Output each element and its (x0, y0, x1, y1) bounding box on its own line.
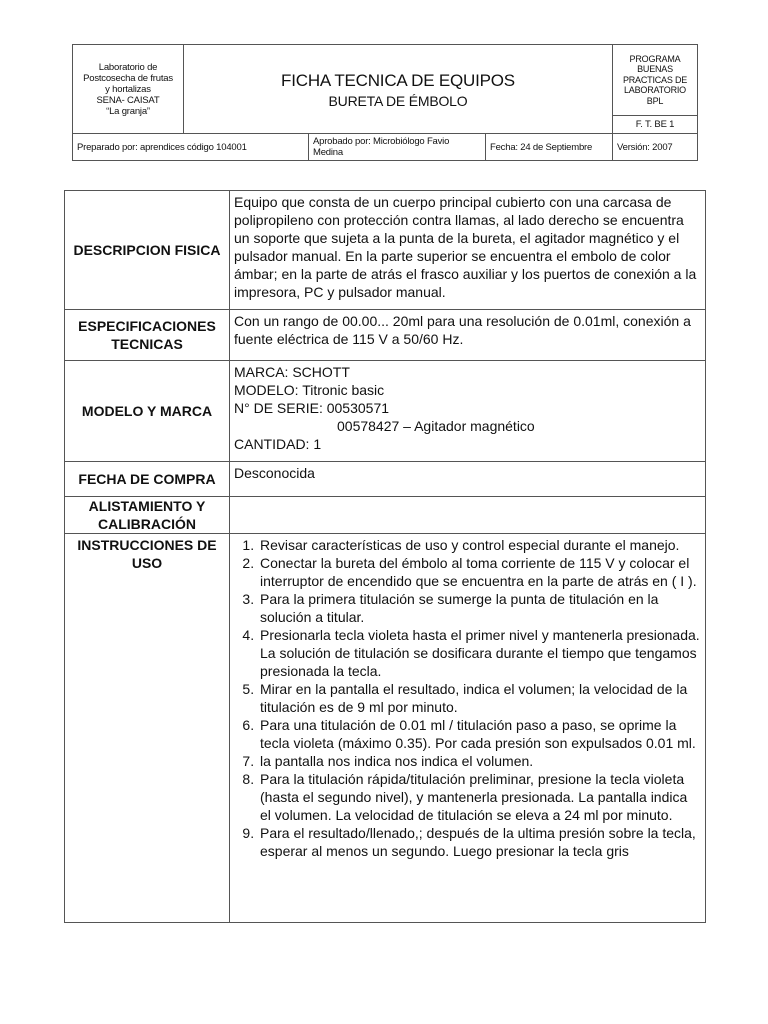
program-line: LABORATORIO (624, 85, 686, 96)
label-especificaciones: ESPECIFICACIONES TECNICAS (65, 310, 230, 361)
document-title: FICHA TECNICA DE EQUIPOS (281, 70, 515, 90)
serie2-line: 00578427 – Agitador magnético (337, 418, 535, 434)
marca-line: MARCA: SCHOTT (234, 364, 350, 380)
label-modelo: MODELO Y MARCA (65, 361, 230, 462)
lab-name-cell (73, 45, 184, 134)
row-descripcion (65, 191, 706, 310)
instruction-item: 1. Revisar características de uso y control especial durante el manejo. (258, 536, 701, 554)
label-descripcion: DESCRIPCION FISICA (65, 191, 230, 310)
label-instrucciones: INSTRUCCIONES DE USO (65, 534, 230, 923)
value-fecha: Desconocida (230, 462, 706, 497)
document-subtitle: BURETA DE ÉMBOLO (328, 92, 468, 109)
lab-line: Postcosecha de frutas (83, 72, 173, 84)
approved-by: Aprobado por: Microbiólogo Favio Medina (309, 134, 486, 161)
document-header (72, 44, 698, 161)
cantidad-line: CANTIDAD: 1 (234, 436, 322, 452)
program-cell (613, 45, 698, 116)
row-instrucciones (65, 534, 706, 923)
instruction-item: 2. Conectar la bureta del émbolo al toma corriente de 115 V y colocar el interruptor de encendido que se encuentra en la parte de atrás en ( I ). (258, 554, 701, 590)
value-especificaciones: Con un rango de 00.00... 20ml para una resolución de 0.01ml, conexión a fuente eléctrica de 115 V a 50/60 Hz. (230, 310, 706, 361)
equipment-sheet-table (64, 190, 706, 923)
lab-line: SENA- CAISAT (96, 94, 160, 106)
serie-line: N° DE SERIE: 00530571 (234, 400, 390, 416)
document-code: F. T. BE 1 (613, 116, 698, 134)
instruction-item: 9. Para el resultado/llenado,; después de la ultima presión sobre la tecla, esperar al menos un segundo. Luego presionar la tecla gris (258, 824, 701, 860)
title-cell (184, 45, 613, 134)
program-line: PROGRAMA (629, 53, 681, 64)
value-modelo (230, 361, 706, 462)
serie2-line-wrap (234, 417, 701, 435)
row-especificaciones (65, 310, 706, 361)
program-line: PRACTICAS DE (622, 74, 688, 85)
row-modelo (65, 361, 706, 462)
instruction-item: 7. la pantalla nos indica nos indica el volumen. (258, 752, 701, 770)
lab-line: y hortalizas (105, 83, 151, 95)
modelo-line: MODELO: Titronic basic (234, 382, 385, 398)
value-descripcion: Equipo que consta de un cuerpo principal cubierto con una carcasa de polipropileno con protección contra llamas, al lado derecho se encuentra un soporte que sujeta a la punta de la bureta, el agitador magnético y el pulsador manual. En la parte superior se encuentra el embolo de color ámbar; en la parte de atrás el frasco auxiliar y los puertos de conexión a la impresora, PC y pulsador manual. (230, 191, 706, 310)
instruction-item: 3. Para la primera titulación se sumerge la punta de titulación en la solución a titular. (258, 590, 701, 626)
instruction-item: 6. Para una titulación de 0.01 ml / titulación paso a paso, se oprime la tecla violeta (máximo 0.35). Por cada presión son expulsados 0.01 ml. (258, 716, 701, 752)
lab-line: “La granja” (106, 105, 150, 117)
instruction-item: 5. Mirar en la pantalla el resultado, indica el volumen; la velocidad de la titulación es de 9 ml por minuto. (258, 680, 701, 716)
prepared-by: Preparado por: aprendices código 104001 (73, 134, 309, 161)
value-alistamiento (230, 497, 706, 534)
instruction-item: 4. Presionarla tecla violeta hasta el primer nivel y mantenerla presionada. La solución de titulación se dosificara durante el tiempo que tengamos presionada la tecla. (258, 626, 701, 680)
value-instrucciones (230, 534, 706, 923)
document-version: Versión: 2007 (613, 134, 698, 161)
lab-line: Laboratorio de (98, 61, 158, 73)
instruction-item: 8. Para la titulación rápida/titulación preliminar, presione la tecla violeta (hasta el segundo nivel), y mantenerla presionada. La pantalla indica el volumen. La velocidad de titulación se eleva a 24 ml por minuto. (258, 770, 701, 824)
row-alistamiento (65, 497, 706, 534)
document-date: Fecha: 24 de Septiembre (486, 134, 613, 161)
program-line: BPL (646, 95, 664, 106)
label-fecha: FECHA DE COMPRA (65, 462, 230, 497)
instructions-list (234, 536, 701, 860)
label-alistamiento: ALISTAMIENTO Y CALIBRACIÓN (65, 497, 230, 534)
program-line: BUENAS (637, 64, 673, 75)
row-fecha (65, 462, 706, 497)
